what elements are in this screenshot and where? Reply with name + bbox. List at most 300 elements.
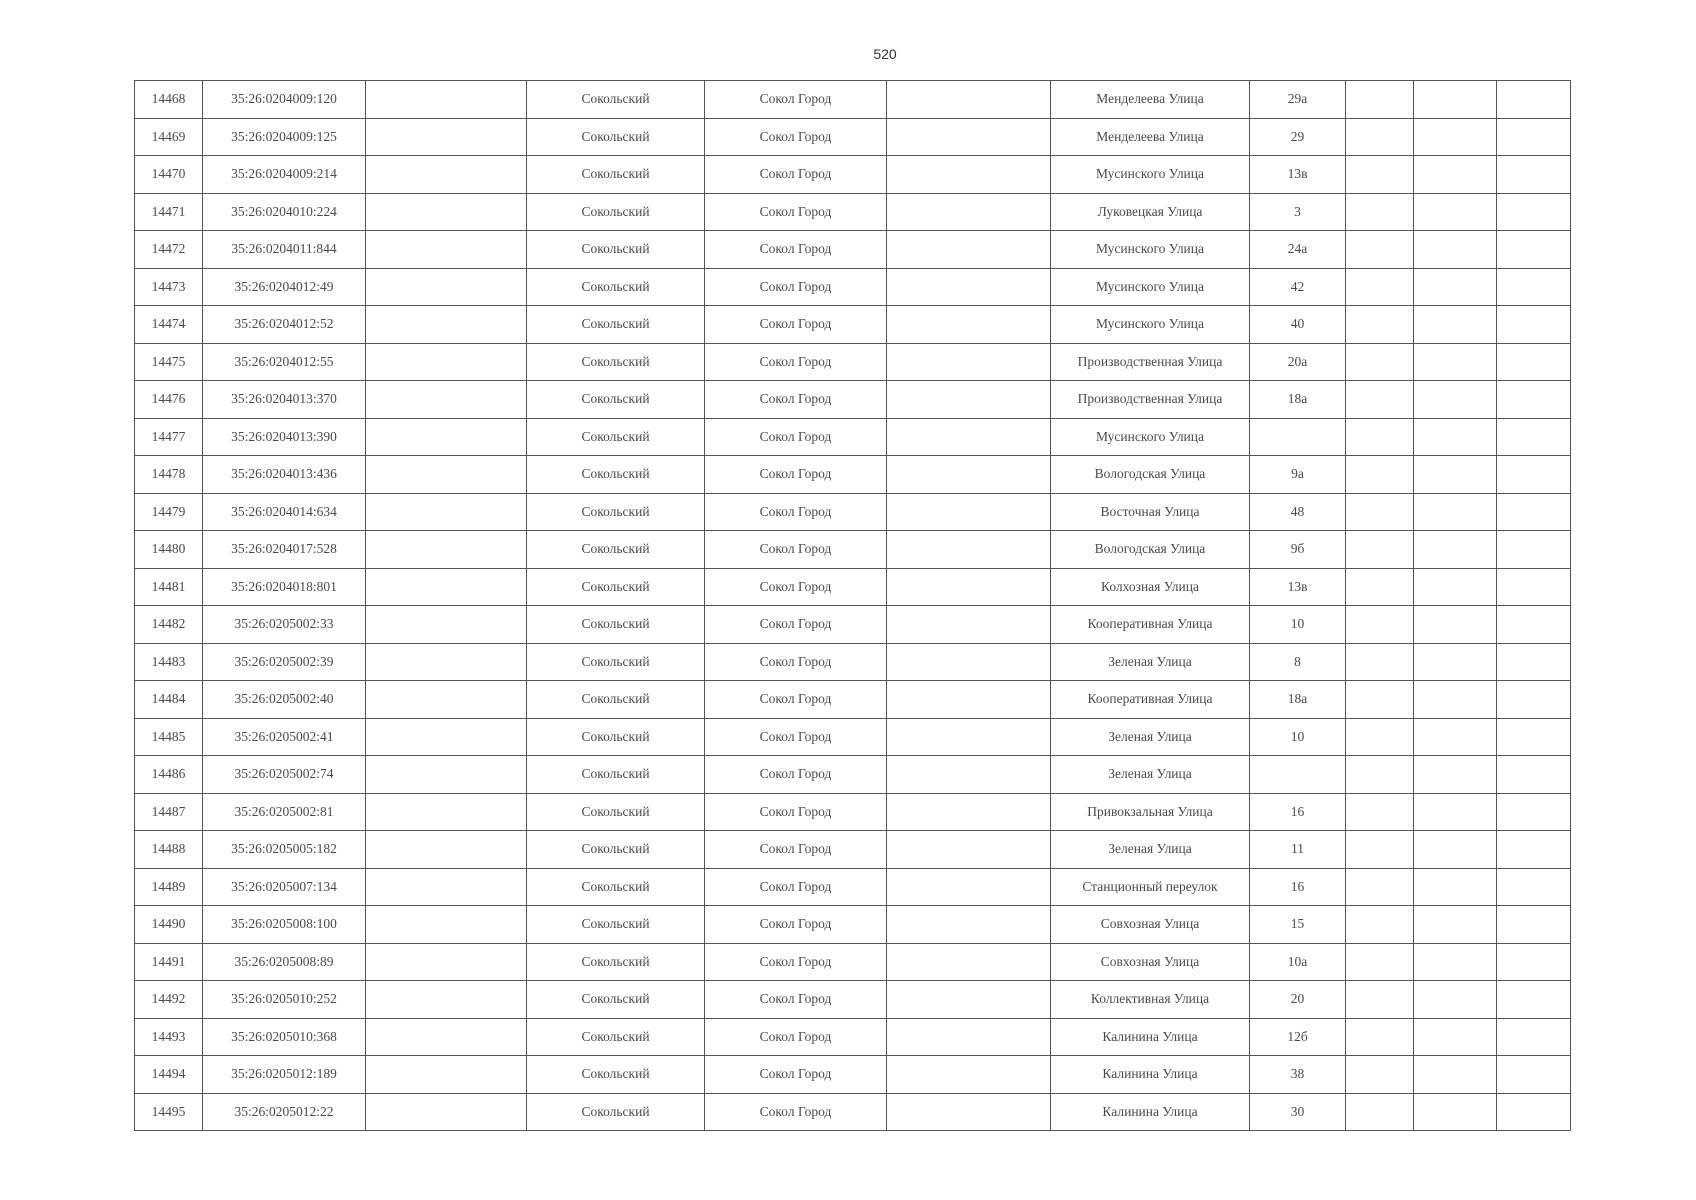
empty-cell: [1346, 343, 1414, 381]
cadastral-number-cell: 35:26:0204011:844: [203, 231, 366, 269]
table-row: [135, 1056, 1571, 1094]
row-number-cell: 14486: [135, 756, 203, 794]
empty-cell: [366, 306, 527, 344]
house-number-cell: 16: [1250, 793, 1346, 831]
locality-cell: Сокол Город: [705, 1093, 887, 1131]
empty-cell: [1497, 981, 1571, 1019]
empty-cell: [887, 343, 1051, 381]
empty-cell: [1497, 81, 1571, 119]
row-number-cell: 14479: [135, 493, 203, 531]
empty-cell: [366, 456, 527, 494]
cadastral-number-cell: 35:26:0204018:801: [203, 568, 366, 606]
empty-cell: [1497, 418, 1571, 456]
empty-cell: [1497, 268, 1571, 306]
locality-cell: Сокол Город: [705, 906, 887, 944]
district-cell: Сокольский: [527, 493, 705, 531]
locality-cell: Сокол Город: [705, 156, 887, 194]
empty-cell: [1346, 193, 1414, 231]
table-row: [135, 381, 1571, 419]
empty-cell: [887, 793, 1051, 831]
empty-cell: [1497, 1093, 1571, 1131]
empty-cell: [1497, 381, 1571, 419]
table-row: [135, 681, 1571, 719]
row-number-cell: 14471: [135, 193, 203, 231]
house-number-cell: 15: [1250, 906, 1346, 944]
cadastral-number-cell: 35:26:0205012:22: [203, 1093, 366, 1131]
cadastral-number-cell: 35:26:0205002:74: [203, 756, 366, 794]
empty-cell: [1414, 1093, 1497, 1131]
house-number-cell: 20: [1250, 981, 1346, 1019]
table-row: [135, 606, 1571, 644]
table-row: [135, 756, 1571, 794]
empty-cell: [1414, 81, 1497, 119]
empty-cell: [1346, 643, 1414, 681]
locality-cell: Сокол Город: [705, 718, 887, 756]
cadastral-number-cell: 35:26:0204012:52: [203, 306, 366, 344]
district-cell: Сокольский: [527, 381, 705, 419]
house-number-cell: 8: [1250, 643, 1346, 681]
empty-cell: [1414, 493, 1497, 531]
empty-cell: [366, 1056, 527, 1094]
empty-cell: [887, 493, 1051, 531]
house-number-cell: 40: [1250, 306, 1346, 344]
row-number-cell: 14494: [135, 1056, 203, 1094]
empty-cell: [1497, 868, 1571, 906]
district-cell: Сокольский: [527, 156, 705, 194]
empty-cell: [366, 906, 527, 944]
locality-cell: Сокол Город: [705, 681, 887, 719]
empty-cell: [366, 643, 527, 681]
empty-cell: [366, 718, 527, 756]
cadastral-number-cell: 35:26:0205012:189: [203, 1056, 366, 1094]
district-cell: Сокольский: [527, 531, 705, 569]
empty-cell: [887, 231, 1051, 269]
empty-cell: [366, 268, 527, 306]
empty-cell: [366, 981, 527, 1019]
empty-cell: [1346, 381, 1414, 419]
house-number-cell: 18а: [1250, 681, 1346, 719]
table-row: [135, 81, 1571, 119]
empty-cell: [1414, 231, 1497, 269]
empty-cell: [366, 81, 527, 119]
cadastral-number-cell: 35:26:0205002:81: [203, 793, 366, 831]
table-row: [135, 718, 1571, 756]
empty-cell: [366, 1093, 527, 1131]
empty-cell: [1346, 493, 1414, 531]
empty-cell: [887, 643, 1051, 681]
street-cell: Зеленая Улица: [1051, 756, 1250, 794]
empty-cell: [366, 493, 527, 531]
table-row: [135, 1093, 1571, 1131]
empty-cell: [1497, 156, 1571, 194]
registry-table: [134, 80, 1571, 1131]
empty-cell: [1497, 1018, 1571, 1056]
locality-cell: Сокол Город: [705, 193, 887, 231]
locality-cell: Сокол Город: [705, 943, 887, 981]
house-number-cell: 30: [1250, 1093, 1346, 1131]
empty-cell: [1346, 681, 1414, 719]
cadastral-number-cell: 35:26:0204014:634: [203, 493, 366, 531]
cadastral-number-cell: 35:26:0205002:33: [203, 606, 366, 644]
empty-cell: [887, 756, 1051, 794]
empty-cell: [887, 681, 1051, 719]
street-cell: Производственная Улица: [1051, 381, 1250, 419]
street-cell: Колхозная Улица: [1051, 568, 1250, 606]
cadastral-number-cell: 35:26:0204013:390: [203, 418, 366, 456]
street-cell: Калинина Улица: [1051, 1056, 1250, 1094]
empty-cell: [1414, 1056, 1497, 1094]
empty-cell: [1414, 906, 1497, 944]
street-cell: Калинина Улица: [1051, 1018, 1250, 1056]
empty-cell: [1414, 343, 1497, 381]
locality-cell: Сокол Город: [705, 306, 887, 344]
empty-cell: [1497, 756, 1571, 794]
district-cell: Сокольский: [527, 1093, 705, 1131]
empty-cell: [366, 868, 527, 906]
district-cell: Сокольский: [527, 343, 705, 381]
empty-cell: [366, 118, 527, 156]
street-cell: Мусинского Улица: [1051, 231, 1250, 269]
locality-cell: Сокол Город: [705, 268, 887, 306]
district-cell: Сокольский: [527, 1018, 705, 1056]
table-row: [135, 418, 1571, 456]
street-cell: Зеленая Улица: [1051, 643, 1250, 681]
empty-cell: [887, 268, 1051, 306]
empty-cell: [887, 568, 1051, 606]
empty-cell: [1414, 793, 1497, 831]
empty-cell: [887, 831, 1051, 869]
empty-cell: [1497, 943, 1571, 981]
locality-cell: Сокол Город: [705, 868, 887, 906]
empty-cell: [887, 943, 1051, 981]
empty-cell: [1497, 681, 1571, 719]
house-number-cell: 10а: [1250, 943, 1346, 981]
empty-cell: [366, 756, 527, 794]
street-cell: Коллективная Улица: [1051, 981, 1250, 1019]
cadastral-number-cell: 35:26:0205007:134: [203, 868, 366, 906]
table-row: [135, 193, 1571, 231]
empty-cell: [1346, 906, 1414, 944]
district-cell: Сокольский: [527, 231, 705, 269]
table-row: [135, 268, 1571, 306]
house-number-cell: 29а: [1250, 81, 1346, 119]
empty-cell: [1346, 531, 1414, 569]
house-number-cell: 38: [1250, 1056, 1346, 1094]
empty-cell: [1497, 531, 1571, 569]
cadastral-number-cell: 35:26:0204009:125: [203, 118, 366, 156]
locality-cell: Сокол Город: [705, 1056, 887, 1094]
table-row: [135, 156, 1571, 194]
cadastral-number-cell: 35:26:0204013:436: [203, 456, 366, 494]
empty-cell: [887, 1056, 1051, 1094]
empty-cell: [887, 81, 1051, 119]
empty-cell: [1414, 756, 1497, 794]
cadastral-number-cell: 35:26:0204017:528: [203, 531, 366, 569]
house-number-cell: 29: [1250, 118, 1346, 156]
empty-cell: [1414, 681, 1497, 719]
empty-cell: [1414, 606, 1497, 644]
empty-cell: [1346, 831, 1414, 869]
empty-cell: [366, 568, 527, 606]
empty-cell: [1414, 531, 1497, 569]
empty-cell: [1346, 456, 1414, 494]
street-cell: Станционный переулок: [1051, 868, 1250, 906]
street-cell: Мусинского Улица: [1051, 268, 1250, 306]
street-cell: Мусинского Улица: [1051, 156, 1250, 194]
empty-cell: [887, 868, 1051, 906]
street-cell: Производственная Улица: [1051, 343, 1250, 381]
district-cell: Сокольский: [527, 643, 705, 681]
table-row: [135, 643, 1571, 681]
district-cell: Сокольский: [527, 118, 705, 156]
row-number-cell: 14477: [135, 418, 203, 456]
house-number-cell: 16: [1250, 868, 1346, 906]
house-number-cell: 9а: [1250, 456, 1346, 494]
street-cell: Менделеева Улица: [1051, 118, 1250, 156]
row-number-cell: 14484: [135, 681, 203, 719]
district-cell: Сокольский: [527, 718, 705, 756]
street-cell: Вологодская Улица: [1051, 456, 1250, 494]
row-number-cell: 14495: [135, 1093, 203, 1131]
empty-cell: [366, 943, 527, 981]
locality-cell: Сокол Город: [705, 381, 887, 419]
table-row: [135, 981, 1571, 1019]
cadastral-number-cell: 35:26:0204012:49: [203, 268, 366, 306]
cadastral-number-cell: 35:26:0205002:41: [203, 718, 366, 756]
empty-cell: [1346, 868, 1414, 906]
empty-cell: [887, 306, 1051, 344]
street-cell: Луковецкая Улица: [1051, 193, 1250, 231]
empty-cell: [1346, 306, 1414, 344]
empty-cell: [1346, 943, 1414, 981]
row-number-cell: 14473: [135, 268, 203, 306]
row-number-cell: 14487: [135, 793, 203, 831]
empty-cell: [1414, 1018, 1497, 1056]
table-row: [135, 831, 1571, 869]
locality-cell: Сокол Город: [705, 81, 887, 119]
district-cell: Сокольский: [527, 568, 705, 606]
cadastral-number-cell: 35:26:0205010:252: [203, 981, 366, 1019]
empty-cell: [366, 831, 527, 869]
row-number-cell: 14472: [135, 231, 203, 269]
cadastral-number-cell: 35:26:0204013:370: [203, 381, 366, 419]
row-number-cell: 14468: [135, 81, 203, 119]
locality-cell: Сокол Город: [705, 493, 887, 531]
empty-cell: [1414, 643, 1497, 681]
empty-cell: [1497, 718, 1571, 756]
locality-cell: Сокол Город: [705, 418, 887, 456]
empty-cell: [1414, 381, 1497, 419]
street-cell: Мусинского Улица: [1051, 306, 1250, 344]
district-cell: Сокольский: [527, 1056, 705, 1094]
empty-cell: [1497, 1056, 1571, 1094]
row-number-cell: 14482: [135, 606, 203, 644]
street-cell: Зеленая Улица: [1051, 718, 1250, 756]
empty-cell: [1414, 456, 1497, 494]
empty-cell: [1497, 493, 1571, 531]
cadastral-number-cell: 35:26:0205010:368: [203, 1018, 366, 1056]
district-cell: Сокольский: [527, 418, 705, 456]
empty-cell: [1346, 606, 1414, 644]
street-cell: Совхозная Улица: [1051, 906, 1250, 944]
table-row: [135, 868, 1571, 906]
row-number-cell: 14475: [135, 343, 203, 381]
house-number-cell: 13в: [1250, 156, 1346, 194]
row-number-cell: 14474: [135, 306, 203, 344]
street-cell: Кооперативная Улица: [1051, 681, 1250, 719]
empty-cell: [887, 456, 1051, 494]
district-cell: Сокольский: [527, 681, 705, 719]
empty-cell: [366, 381, 527, 419]
house-number-cell: [1250, 418, 1346, 456]
district-cell: Сокольский: [527, 868, 705, 906]
empty-cell: [366, 1018, 527, 1056]
table-row: [135, 231, 1571, 269]
house-number-cell: 9б: [1250, 531, 1346, 569]
row-number-cell: 14483: [135, 643, 203, 681]
empty-cell: [1497, 606, 1571, 644]
empty-cell: [887, 906, 1051, 944]
table-row: [135, 943, 1571, 981]
empty-cell: [1497, 568, 1571, 606]
locality-cell: Сокол Город: [705, 643, 887, 681]
cadastral-number-cell: 35:26:0205005:182: [203, 831, 366, 869]
empty-cell: [1346, 1093, 1414, 1131]
cadastral-number-cell: 35:26:0205008:89: [203, 943, 366, 981]
district-cell: Сокольский: [527, 906, 705, 944]
district-cell: Сокольский: [527, 793, 705, 831]
empty-cell: [366, 231, 527, 269]
empty-cell: [887, 193, 1051, 231]
empty-cell: [1414, 193, 1497, 231]
empty-cell: [366, 418, 527, 456]
empty-cell: [887, 156, 1051, 194]
locality-cell: Сокол Город: [705, 831, 887, 869]
locality-cell: Сокол Город: [705, 568, 887, 606]
empty-cell: [1414, 568, 1497, 606]
empty-cell: [887, 718, 1051, 756]
page-number: 520: [873, 46, 897, 62]
cadastral-number-cell: 35:26:0205008:100: [203, 906, 366, 944]
empty-cell: [887, 418, 1051, 456]
table-row: [135, 1018, 1571, 1056]
row-number-cell: 14476: [135, 381, 203, 419]
row-number-cell: 14478: [135, 456, 203, 494]
empty-cell: [1414, 268, 1497, 306]
street-cell: Восточная Улица: [1051, 493, 1250, 531]
district-cell: Сокольский: [527, 81, 705, 119]
empty-cell: [1346, 756, 1414, 794]
street-cell: Зеленая Улица: [1051, 831, 1250, 869]
house-number-cell: 10: [1250, 606, 1346, 644]
empty-cell: [1497, 793, 1571, 831]
district-cell: Сокольский: [527, 831, 705, 869]
table-row: [135, 568, 1571, 606]
empty-cell: [1414, 156, 1497, 194]
row-number-cell: 14489: [135, 868, 203, 906]
empty-cell: [887, 118, 1051, 156]
empty-cell: [366, 531, 527, 569]
table-row: [135, 118, 1571, 156]
street-cell: Мусинского Улица: [1051, 418, 1250, 456]
empty-cell: [1497, 343, 1571, 381]
empty-cell: [1414, 831, 1497, 869]
empty-cell: [1346, 568, 1414, 606]
empty-cell: [366, 343, 527, 381]
empty-cell: [366, 193, 527, 231]
district-cell: Сокольский: [527, 943, 705, 981]
empty-cell: [1497, 906, 1571, 944]
row-number-cell: 14480: [135, 531, 203, 569]
empty-cell: [1346, 793, 1414, 831]
locality-cell: Сокол Город: [705, 531, 887, 569]
house-number-cell: 13в: [1250, 568, 1346, 606]
district-cell: Сокольский: [527, 606, 705, 644]
locality-cell: Сокол Город: [705, 756, 887, 794]
house-number-cell: 42: [1250, 268, 1346, 306]
locality-cell: Сокол Город: [705, 231, 887, 269]
cadastral-number-cell: 35:26:0204012:55: [203, 343, 366, 381]
street-cell: Кооперативная Улица: [1051, 606, 1250, 644]
row-number-cell: 14481: [135, 568, 203, 606]
empty-cell: [1497, 643, 1571, 681]
empty-cell: [1414, 718, 1497, 756]
row-number-cell: 14485: [135, 718, 203, 756]
registry-rows: [135, 81, 1571, 1131]
empty-cell: [887, 1093, 1051, 1131]
empty-cell: [1346, 81, 1414, 119]
row-number-cell: 14492: [135, 981, 203, 1019]
locality-cell: Сокол Город: [705, 456, 887, 494]
locality-cell: Сокол Город: [705, 981, 887, 1019]
empty-cell: [1346, 981, 1414, 1019]
locality-cell: Сокол Город: [705, 343, 887, 381]
table-row: [135, 531, 1571, 569]
district-cell: Сокольский: [527, 193, 705, 231]
empty-cell: [366, 606, 527, 644]
cadastral-number-cell: 35:26:0204010:224: [203, 193, 366, 231]
empty-cell: [1346, 1056, 1414, 1094]
empty-cell: [1346, 1018, 1414, 1056]
cadastral-number-cell: 35:26:0204009:214: [203, 156, 366, 194]
table-row: [135, 493, 1571, 531]
row-number-cell: 14469: [135, 118, 203, 156]
empty-cell: [366, 156, 527, 194]
table-row: [135, 793, 1571, 831]
cadastral-number-cell: 35:26:0204009:120: [203, 81, 366, 119]
house-number-cell: [1250, 756, 1346, 794]
empty-cell: [1497, 306, 1571, 344]
street-cell: Вологодская Улица: [1051, 531, 1250, 569]
house-number-cell: 24а: [1250, 231, 1346, 269]
district-cell: Сокольский: [527, 268, 705, 306]
empty-cell: [887, 981, 1051, 1019]
empty-cell: [1414, 418, 1497, 456]
table-row: [135, 306, 1571, 344]
row-number-cell: 14490: [135, 906, 203, 944]
locality-cell: Сокол Город: [705, 1018, 887, 1056]
house-number-cell: 20а: [1250, 343, 1346, 381]
row-number-cell: 14493: [135, 1018, 203, 1056]
house-number-cell: 12б: [1250, 1018, 1346, 1056]
empty-cell: [1497, 831, 1571, 869]
empty-cell: [887, 531, 1051, 569]
empty-cell: [366, 681, 527, 719]
locality-cell: Сокол Город: [705, 118, 887, 156]
house-number-cell: 48: [1250, 493, 1346, 531]
house-number-cell: 3: [1250, 193, 1346, 231]
empty-cell: [1497, 456, 1571, 494]
